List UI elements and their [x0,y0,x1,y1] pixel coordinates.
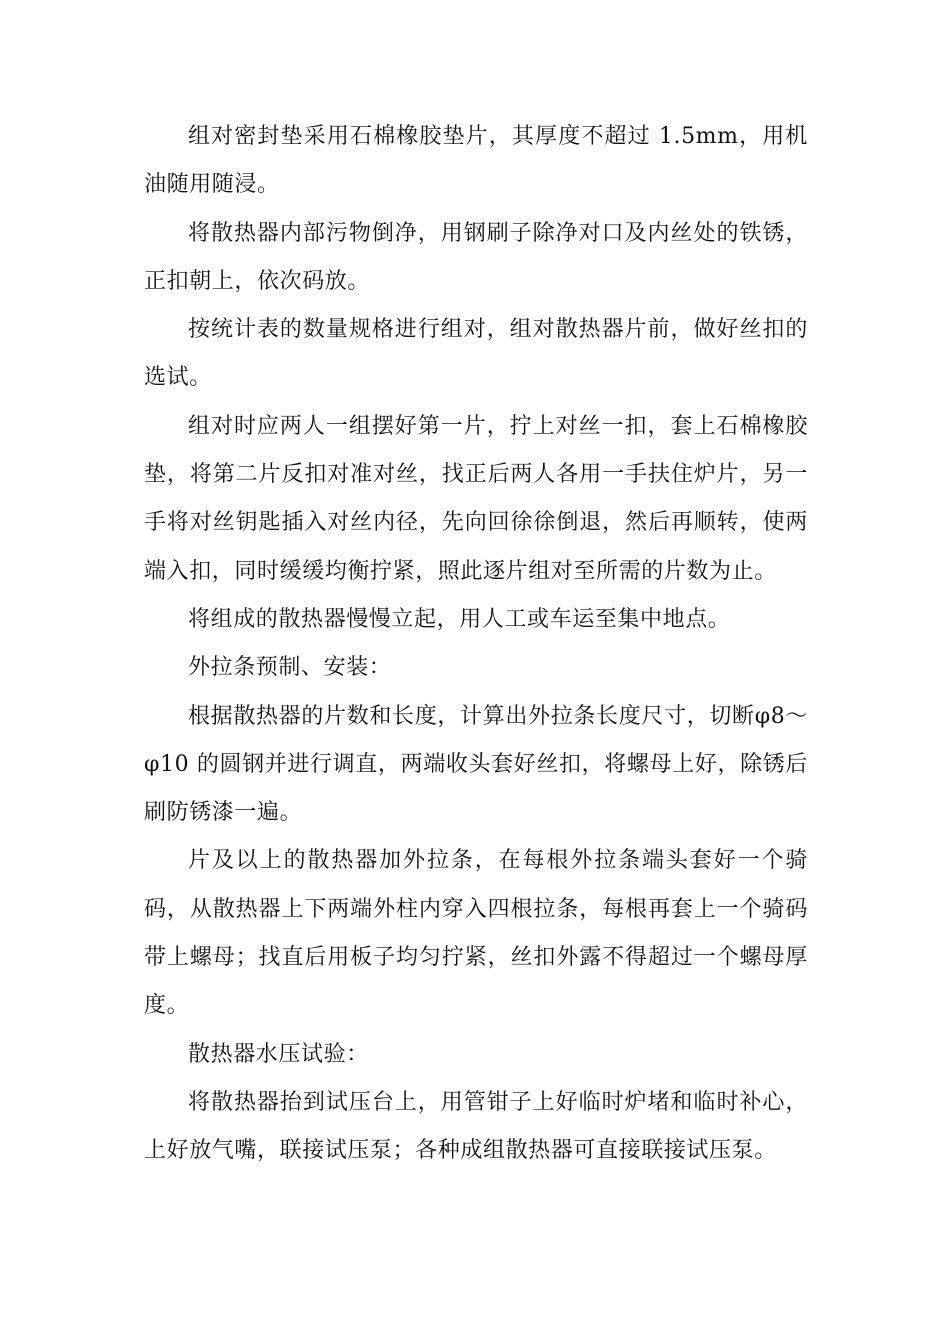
document-body [144,113,808,1176]
heading-tie-rod: 外拉条预制、安装： [188,655,392,681]
paragraph-transport: 将组成的散热器慢慢立起，用人工或车运至集中地点。 [188,606,731,632]
paragraph-assembly-method: 组对时应两人一组摆好第一片，拧上对丝一扣，套上石棉橡胶垫，将第二片反扣对准对丝，找正后两人各用一手扶住炉片，另一手将对丝钥匙插入对丝内径，先向回徐徐倒退，然后再顺转，使两端入扣，同时缓缓均衡拧紧，照此逐片组对至所需的片数为止。 [144,413,808,584]
paragraph-tie-rod-prefab: 根据散热器的片数和长度，计算出外拉条长度尺寸，切断φ8～φ10 的圆钢并进行调直，两端收头套好丝扣，将螺母上好，除锈后刷防锈漆一遍。 [144,703,808,826]
paragraph-cleaning: 将散热器内部污物倒净，用钢刷子除净对口及内丝处的铁锈，正扣朝上，依次码放。 [144,220,808,294]
heading-pressure-test: 散热器水压试验： [188,1041,369,1067]
paragraph-gasket: 组对密封垫采用石棉橡胶垫片，其厚度不超过 1.5mm，用机油随用随浸。 [144,124,808,198]
paragraph-pressure-test: 将散热器抬到试压台上，用管钳子上好临时炉堵和临时补心，上好放气嘴，联接试压泵；各种成组散热器可直接联接试压泵。 [144,1089,808,1164]
paragraph-tie-rod-install: 片及以上的散热器加外拉条，在每根外拉条端头套好一个骑码，从散热器上下两端外柱内穿入四根拉条，每根再套上一个骑码带上螺母；找直后用板子均匀拧紧，丝扣外露不得超过一个螺母厚度。 [144,848,808,1019]
paragraph-assembly-prep: 按统计表的数量规格进行组对，组对散热器片前，做好丝扣的选试。 [144,317,808,391]
